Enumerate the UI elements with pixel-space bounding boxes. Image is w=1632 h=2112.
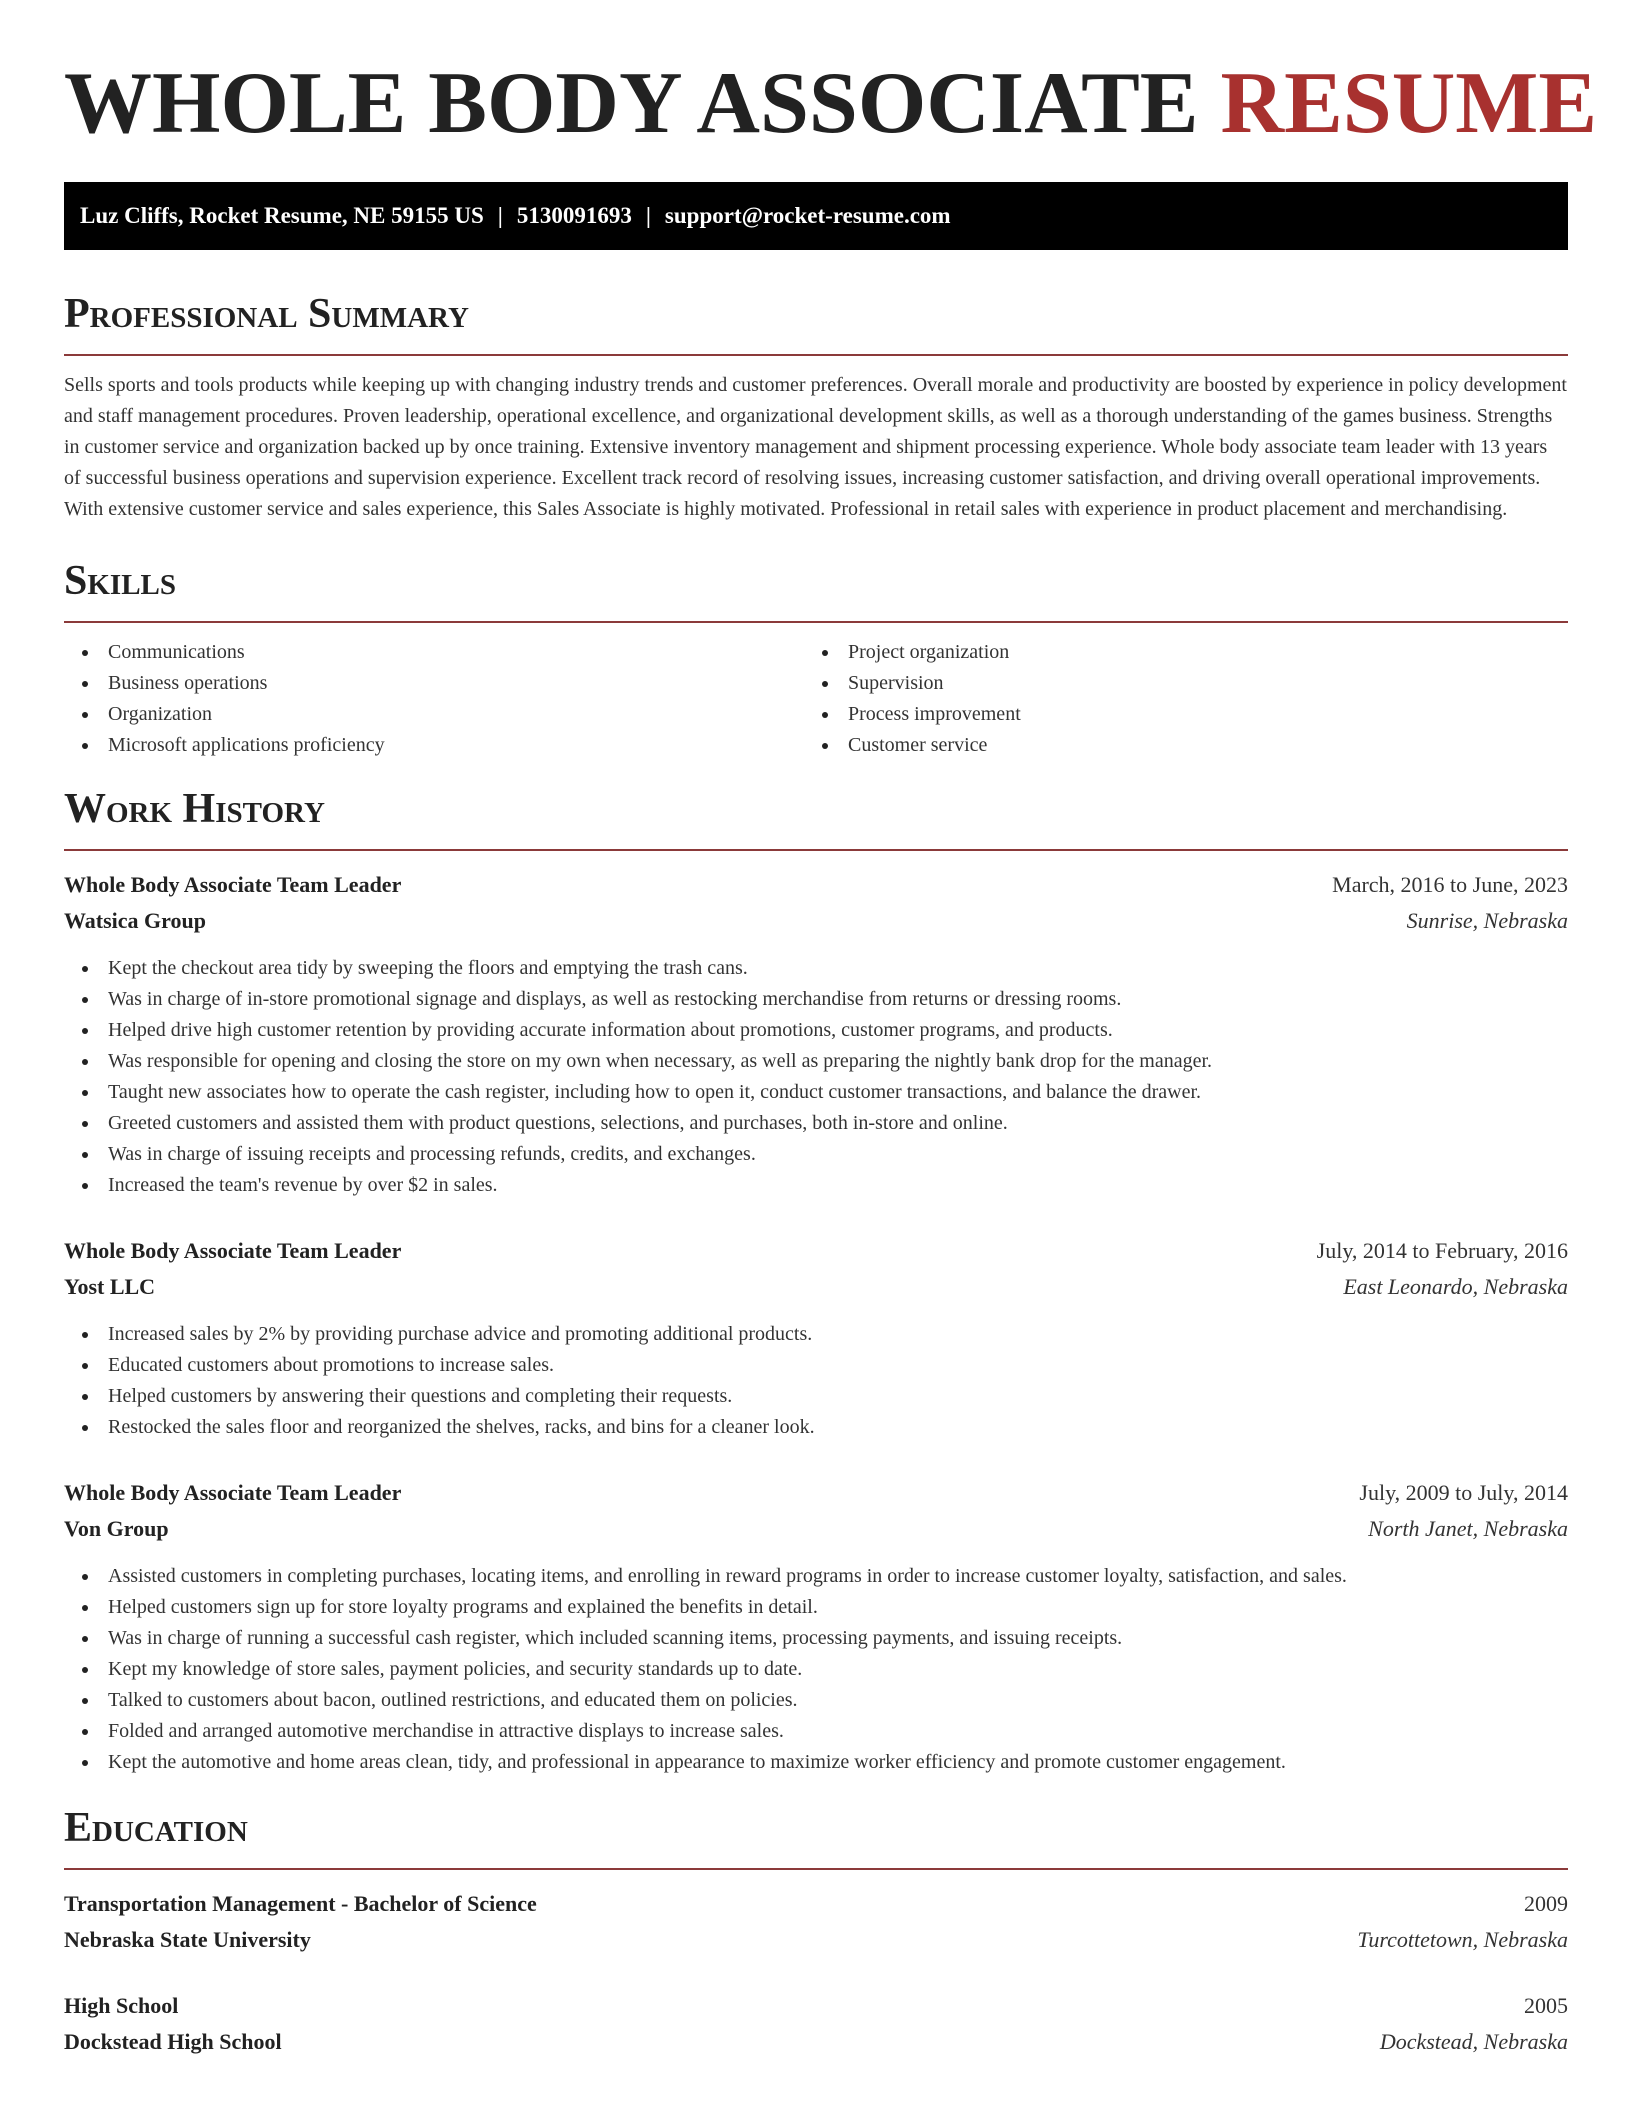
job-bullet: Talked to customers about bacon, outlined restrictions, and educated them on policies. xyxy=(64,1685,1568,1716)
job-company-row xyxy=(64,903,1568,939)
job-title: Whole Body Associate Team Leader xyxy=(64,1238,402,1263)
education-degree-row xyxy=(64,1886,1568,1922)
education-year: 2005 xyxy=(1524,1993,1568,2018)
education-school-row xyxy=(64,1922,1568,1958)
job-bullet: Was in charge of in-store promotional signage and displays, as well as restocking merchandise from returns or dressing rooms. xyxy=(64,984,1568,1015)
job-title: Whole Body Associate Team Leader xyxy=(64,872,402,897)
job-bullet: Helped customers sign up for store loyalty programs and explained the benefits in detail. xyxy=(64,1592,1568,1623)
job-entry xyxy=(64,867,1568,1201)
job-header-row xyxy=(64,867,1568,903)
job-bullet: Taught new associates how to operate the cash register, including how to open it, conduct customer transactions, and balance the drawer. xyxy=(64,1077,1568,1108)
job-header-row xyxy=(64,1233,1568,1269)
job-bullet: Folded and arranged automotive merchandise in attractive displays to increase sales. xyxy=(64,1716,1568,1747)
skill-item: Microsoft applications proficiency xyxy=(64,730,804,761)
education-entry xyxy=(64,1988,1568,2060)
education-degree: Transportation Management - Bachelor of Science xyxy=(64,1891,537,1916)
job-bullet: Increased the team's revenue by over $2 in sales. xyxy=(64,1170,1568,1201)
job-entry xyxy=(64,1233,1568,1443)
skill-item: Supervision xyxy=(804,668,1544,699)
skills-column-left xyxy=(64,637,804,761)
education-degree-row xyxy=(64,1988,1568,2024)
education-location: Turcottetown, Nebraska xyxy=(1357,1927,1568,1952)
skills-grid xyxy=(64,637,1568,761)
skill-item: Organization xyxy=(64,699,804,730)
title-main: WHOLE BODY ASSOCIATE xyxy=(64,55,1199,152)
education-year: 2009 xyxy=(1524,1891,1568,1916)
job-entry xyxy=(64,1475,1568,1778)
title-accent: RESUME xyxy=(1220,55,1598,152)
job-bullet: Helped customers by answering their questions and completing their requests. xyxy=(64,1381,1568,1412)
job-location: Sunrise, Nebraska xyxy=(1406,908,1568,933)
job-bullet: Greeted customers and assisted them with product questions, selections, and purchases, both in-store and online. xyxy=(64,1108,1568,1139)
contact-email[interactable]: support@rocket-resume.com xyxy=(664,203,951,228)
contact-bar xyxy=(64,182,1568,250)
professional-summary-section xyxy=(64,288,1568,525)
skills-section xyxy=(64,555,1568,761)
job-header-row xyxy=(64,1475,1568,1511)
job-bullet: Was in charge of issuing receipts and processing refunds, credits, and exchanges. xyxy=(64,1139,1568,1170)
job-company: Watsica Group xyxy=(64,908,207,933)
job-company: Von Group xyxy=(64,1516,169,1541)
job-location: East Leonardo, Nebraska xyxy=(1343,1274,1568,1299)
job-location: North Janet, Nebraska xyxy=(1368,1516,1568,1541)
job-bullet: Educated customers about promotions to increase sales. xyxy=(64,1350,1568,1381)
job-company: Yost LLC xyxy=(64,1274,156,1299)
job-bullet: Helped drive high customer retention by providing accurate information about promotions, customer programs, and products. xyxy=(64,1015,1568,1046)
skill-item: Customer service xyxy=(804,730,1544,761)
education-location: Dockstead, Nebraska xyxy=(1379,2029,1568,2054)
education-section xyxy=(64,1802,1568,2060)
education-degree: High School xyxy=(64,1993,179,2018)
job-bullet: Increased sales by 2% by providing purchase advice and promoting additional products. xyxy=(64,1319,1568,1350)
job-bullet: Was responsible for opening and closing the store on my own when necessary, as well as preparing the nightly bank drop for the manager. xyxy=(64,1046,1568,1077)
job-bullet: Kept my knowledge of store sales, payment policies, and security standards up to date. xyxy=(64,1654,1568,1685)
education-school: Nebraska State University xyxy=(64,1927,311,1952)
section-heading: Work History xyxy=(64,783,1568,851)
work-history-section xyxy=(64,783,1568,1778)
job-dates: March, 2016 to June, 2023 xyxy=(1332,872,1568,897)
job-bullet: Restocked the sales floor and reorganized the shelves, racks, and bins for a cleaner look. xyxy=(64,1412,1568,1443)
job-bullets xyxy=(64,1561,1568,1778)
skills-column-right xyxy=(804,637,1544,761)
contact-separator: | xyxy=(497,203,503,228)
education-entry xyxy=(64,1886,1568,1958)
education-school: Dockstead High School xyxy=(64,2029,282,2054)
skill-item: Project organization xyxy=(804,637,1544,668)
job-dates: July, 2014 to February, 2016 xyxy=(1316,1238,1568,1263)
contact-separator: | xyxy=(645,203,651,228)
job-bullets xyxy=(64,1319,1568,1443)
job-dates: July, 2009 to July, 2014 xyxy=(1359,1480,1568,1505)
skill-item: Process improvement xyxy=(804,699,1544,730)
skill-item: Communications xyxy=(64,637,804,668)
resume-title xyxy=(64,50,1598,158)
skill-item: Business operations xyxy=(64,668,804,699)
education-school-row xyxy=(64,2024,1568,2060)
job-title: Whole Body Associate Team Leader xyxy=(64,1480,402,1505)
job-bullet: Kept the checkout area tidy by sweeping the floors and emptying the trash cans. xyxy=(64,953,1568,984)
summary-text: Sells sports and tools products while keeping up with changing industry trends and customer preferences. Overall morale and productivity are boosted by experience in policy development and staff management procedures. Proven leadership, operational excellence, and organizational development skills, as well as a thorough understanding of the games business. Strengths in customer service and organization backed up by once training. Extensive inventory management and shipment processing experience. Whole body associate team leader with 13 years of successful business operations and supervision experience. Excellent track record of resolving issues, increasing customer satisfaction, and driving overall operational improvements. With extensive customer service and sales experience, this Sales Associate is highly motivated. Professional in retail sales with experience in product placement and merchandising. xyxy=(64,374,1567,520)
job-bullet: Assisted customers in completing purchases, locating items, and enrolling in reward programs in order to increase customer loyalty, satisfaction, and sales. xyxy=(64,1561,1568,1592)
section-heading: Skills xyxy=(64,555,1568,623)
job-bullet: Kept the automotive and home areas clean, tidy, and professional in appearance to maximize worker efficiency and promote customer engagement. xyxy=(64,1747,1568,1778)
job-company-row xyxy=(64,1511,1568,1547)
section-heading: Education xyxy=(64,1802,1568,1870)
contact-phone: 5130091693 xyxy=(516,203,632,228)
job-company-row xyxy=(64,1269,1568,1305)
contact-address: Luz Cliffs, Rocket Resume, NE 59155 US xyxy=(80,203,484,228)
job-bullet: Was in charge of running a successful cash register, which included scanning items, processing payments, and issuing receipts. xyxy=(64,1623,1568,1654)
resume-page xyxy=(64,0,1598,2060)
job-bullets xyxy=(64,953,1568,1201)
section-heading: Professional Summary xyxy=(64,288,1568,356)
